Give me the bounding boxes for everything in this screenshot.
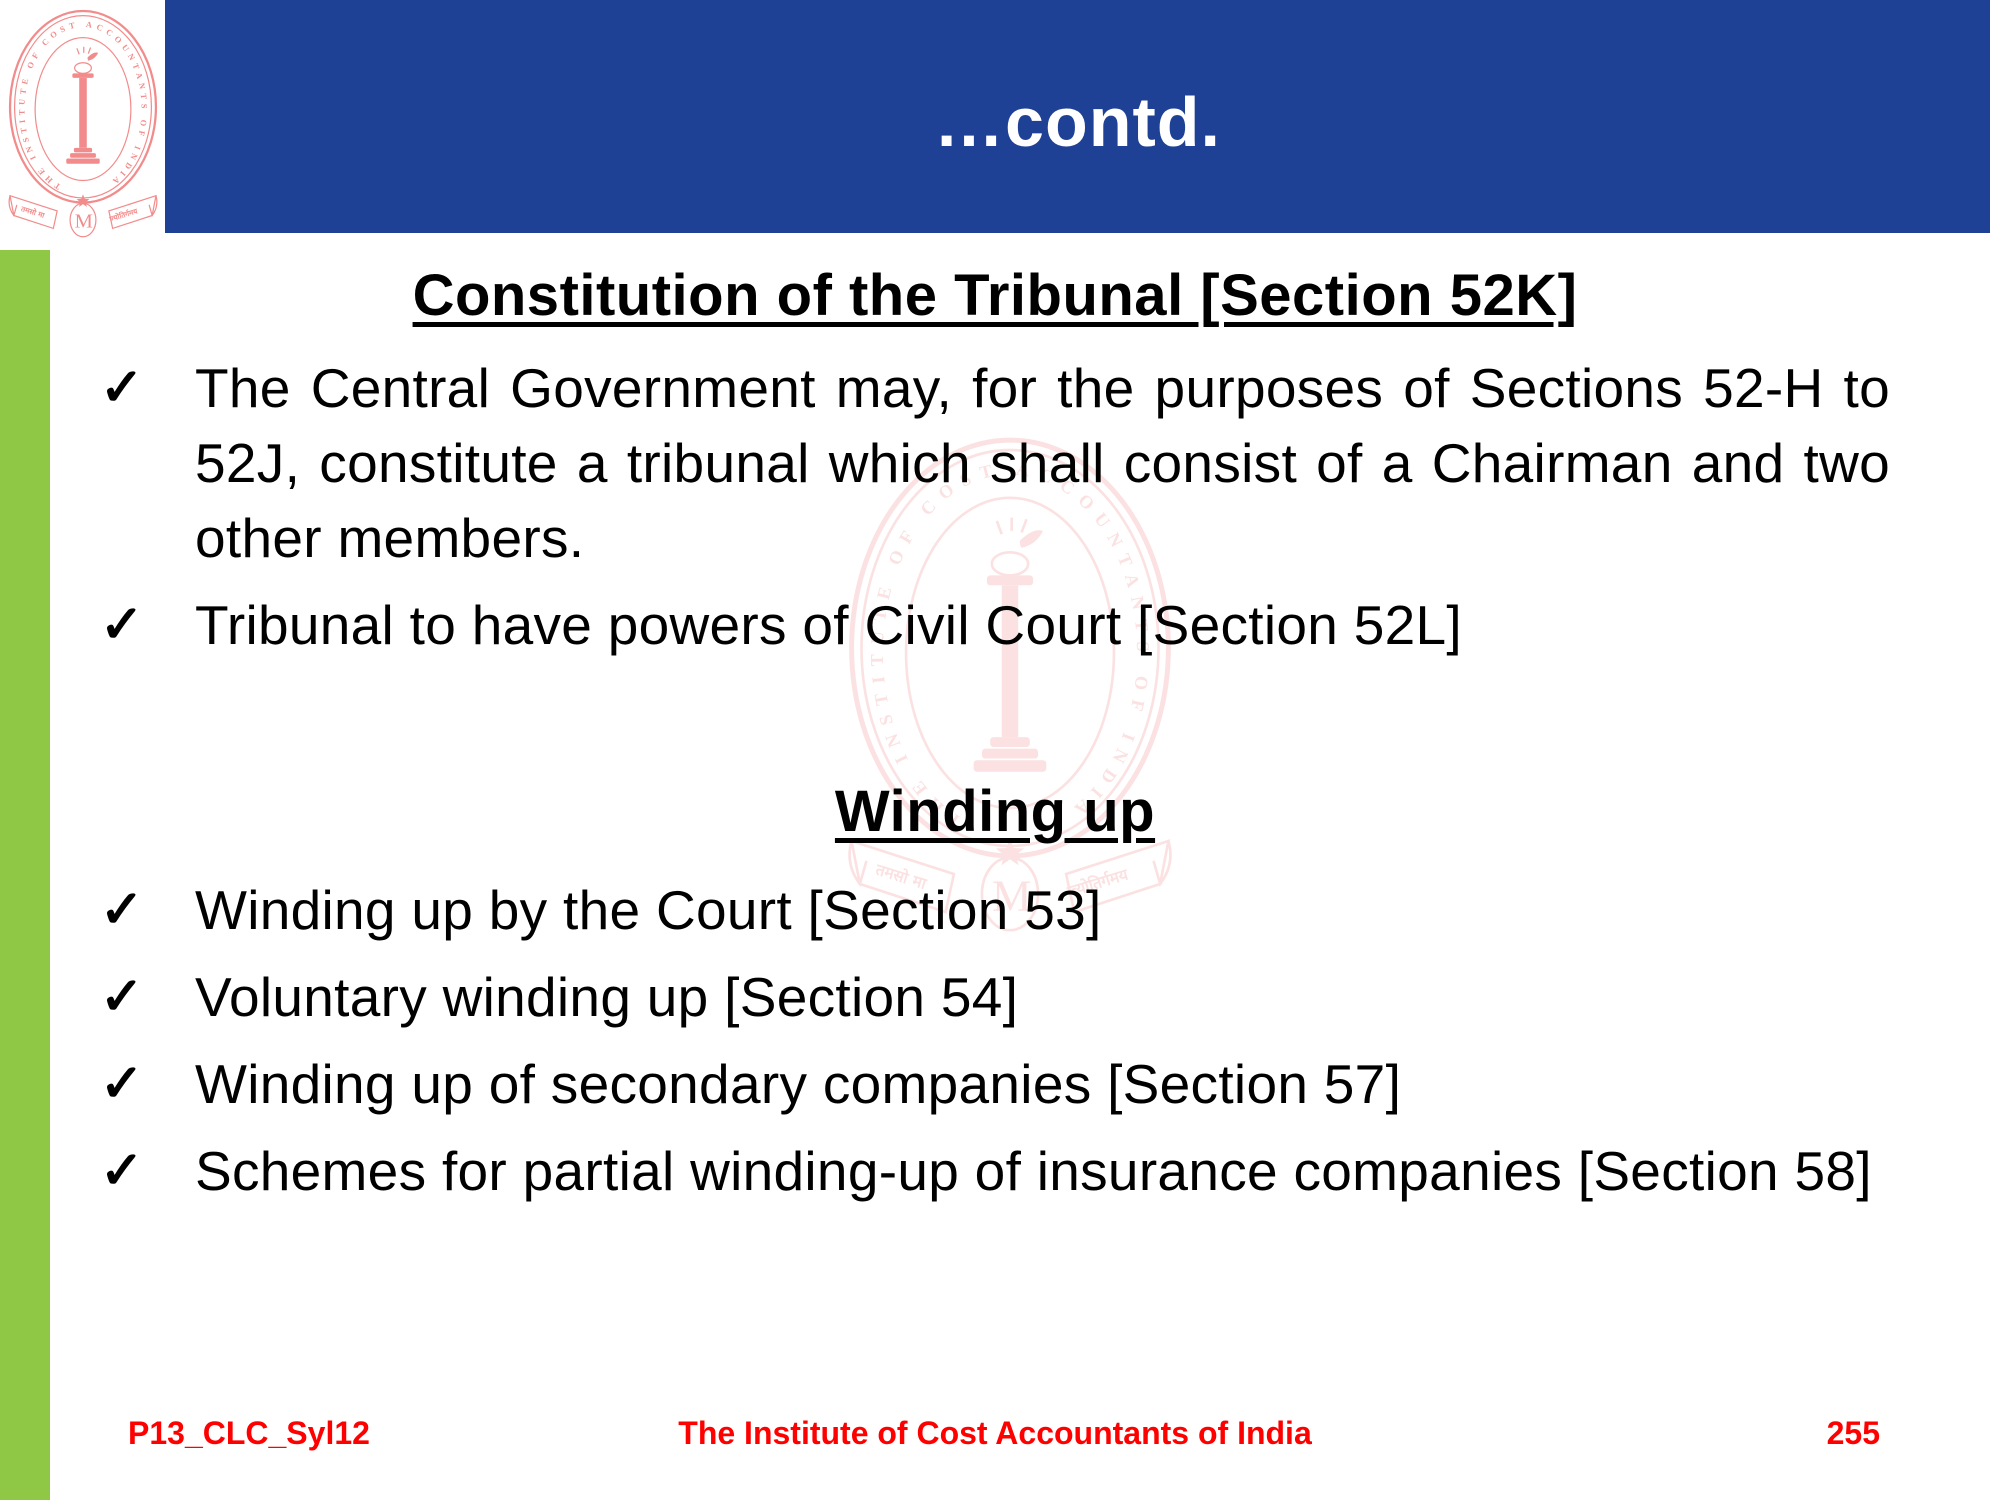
bullet-item bbox=[100, 1047, 1890, 1122]
institute-logo-icon bbox=[7, 4, 159, 240]
section-heading-constitution: Constitution of the Tribunal [Section 52K] bbox=[412, 263, 1578, 328]
bullet-text: The Central Government may, for the purposes of Sections 52-H to 52J, constitute a tribunal which shall consist of a Chairman and two other members. bbox=[195, 357, 1890, 569]
checkmark-icon: ✓ bbox=[100, 596, 144, 654]
slide-title: …contd. bbox=[934, 82, 1221, 161]
bullet-text: Winding up of secondary companies [Section 57] bbox=[195, 1053, 1402, 1115]
header-bar bbox=[165, 0, 1990, 233]
slide-body bbox=[100, 262, 1890, 1221]
bullet-text: Winding up by the Court [Section 53] bbox=[195, 879, 1102, 941]
checkmark-icon: ✓ bbox=[100, 968, 144, 1026]
footer-institute-name: The Institute of Cost Accountants of India bbox=[678, 1415, 1312, 1451]
footer-course-code: P13_CLC_Syl12 bbox=[128, 1415, 370, 1451]
bullet-item bbox=[100, 873, 1890, 948]
bullet-item bbox=[100, 351, 1890, 576]
bullet-text: Schemes for partial winding-up of insurance companies [Section 58] bbox=[195, 1140, 1872, 1202]
bullet-item bbox=[100, 960, 1890, 1035]
footer-page-number: 255 bbox=[1826, 1415, 1880, 1451]
section-heading-winding-up: Winding up bbox=[834, 779, 1156, 844]
logo-box bbox=[0, 0, 165, 248]
green-stripe bbox=[0, 250, 50, 1500]
bullet-item bbox=[100, 1134, 1890, 1209]
bullet-text: Voluntary winding up [Section 54] bbox=[195, 966, 1019, 1028]
checkmark-icon: ✓ bbox=[100, 1142, 144, 1200]
footer bbox=[0, 1415, 1990, 1465]
checkmark-icon: ✓ bbox=[100, 881, 144, 939]
checkmark-icon: ✓ bbox=[100, 1055, 144, 1113]
checkmark-icon: ✓ bbox=[100, 359, 144, 417]
bullet-item bbox=[100, 588, 1890, 663]
bullet-text: Tribunal to have powers of Civil Court [Section 52L] bbox=[195, 594, 1462, 656]
